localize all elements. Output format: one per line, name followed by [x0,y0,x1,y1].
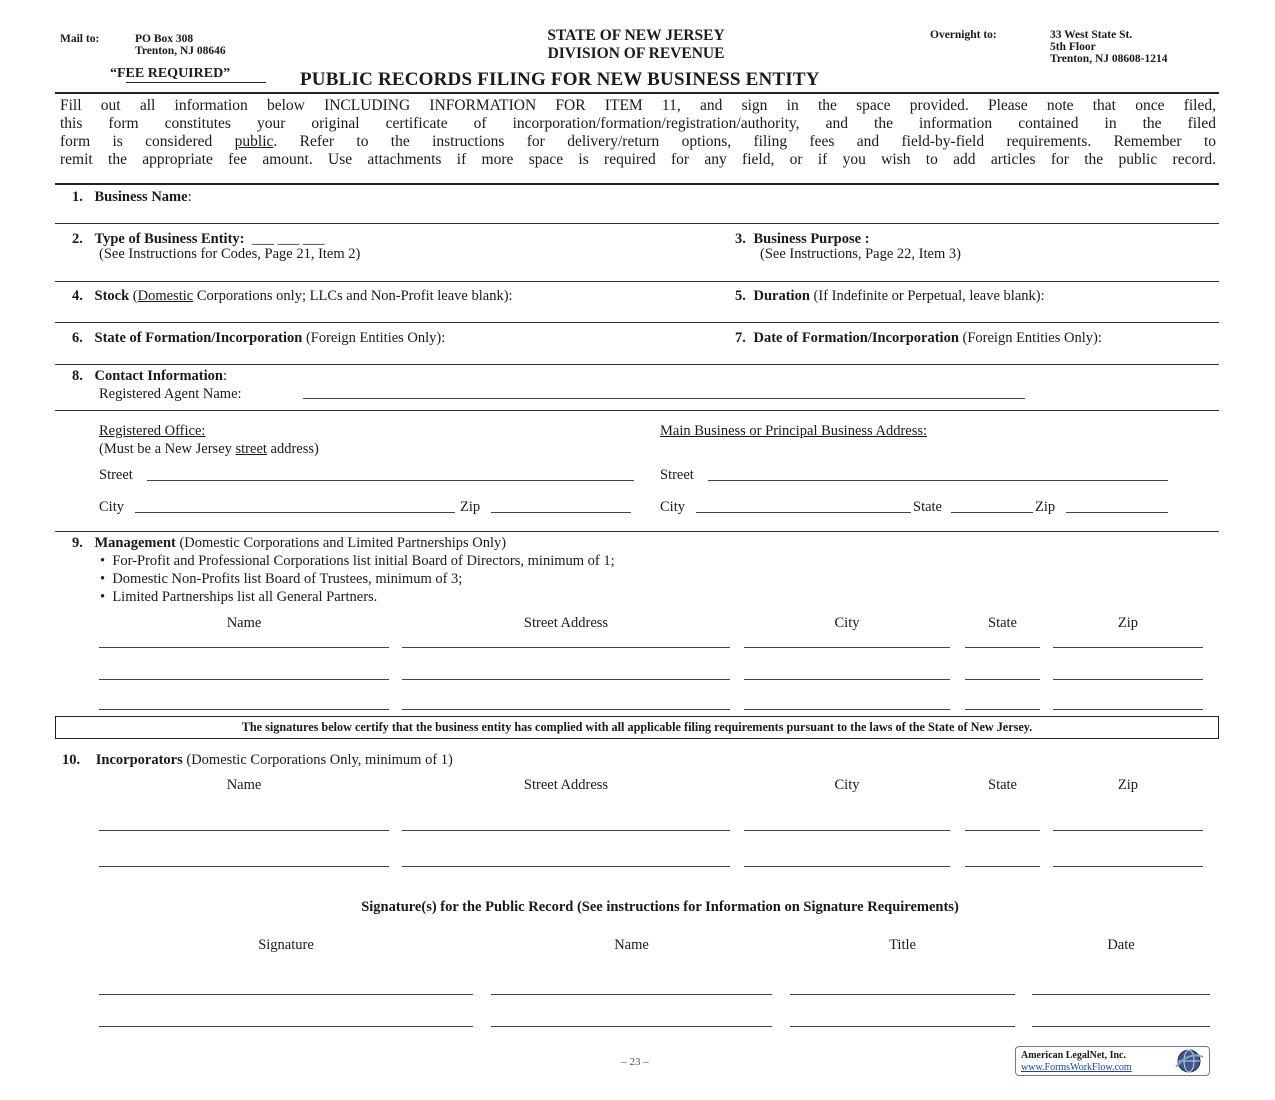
item-number: 7. [735,330,746,346]
reg-city-label: City [99,499,124,515]
column-header-name: Name [226,777,262,793]
overnight-address-line1: 33 West State St. [1050,29,1133,41]
date-input[interactable] [1032,994,1210,995]
colon: : [222,368,228,384]
item-10 [62,751,453,769]
section-rule [55,531,1219,532]
certify-box [55,716,1219,739]
name-input[interactable] [99,866,389,867]
item-number: 4. [72,288,83,304]
intro-text: form is considered [60,133,235,150]
street-address-input[interactable] [402,866,730,867]
note-text: (Must be a New Jersey [99,441,236,457]
main-zip-label: Zip [1035,499,1056,515]
entity-type-note: (See Instructions for Codes, Page 21, Item 2) [99,246,361,262]
intro-text: . Refer to the instructions for delivery/return options, filing fees and field-by-field requirements. Remember to [273,133,1216,150]
main-state-label: State [913,499,942,515]
column-header-name: Name [226,615,262,631]
reg-street-input[interactable] [147,480,634,481]
reg-street-label: Street [99,467,133,483]
bullet-item: • For-Profit and Professional Corporations list initial Board of Directors, minimum of 1; [100,553,615,569]
main-address-label: Main Business or Principal Business Address: [660,423,928,439]
certify-text: The signatures below certify that the business entity has complied with all applicable filing requirements pursuant to the laws of the State of New Jersey. [241,720,1033,734]
city-input[interactable] [744,866,950,867]
note-text: address) [266,441,319,457]
item-number: 3. [735,231,746,247]
zip-input[interactable] [1053,709,1203,710]
item-1 [72,188,192,206]
legalnet-badge[interactable] [1015,1046,1210,1076]
state-input[interactable] [965,709,1040,710]
stock-note-domestic: Domestic [137,288,194,304]
title-input[interactable] [790,994,1015,995]
item-number: 5. [735,288,746,304]
intro-line: Fill out all information below INCLUDING INFORMATION FOR ITEM 11, and sign in the space provided. Please note that once filed, [60,97,1216,114]
division-title: DIVISION OF REVENUE [547,45,725,62]
reg-zip-input[interactable] [491,512,631,513]
section-rule [55,281,1219,282]
bullet-item: • Limited Partnerships list all General Partners. [100,589,378,605]
sig-column-name: Name [614,937,649,953]
main-street-input[interactable] [708,480,1168,481]
column-header-state: State [988,615,1017,631]
section-rule [55,364,1219,365]
city-input[interactable] [744,830,950,831]
signature-input[interactable] [99,1026,473,1027]
section-rule [55,322,1219,323]
stock-note: ( [129,288,138,304]
title-rule [55,92,1219,94]
incorporators-note: (Domestic Corporations Only, minimum of 1) [182,752,453,768]
stock-label: Stock [94,288,130,304]
bullet-item: • Domestic Non-Profits list Board of Trustees, minimum of 3; [100,571,463,587]
globe-icon [1173,1048,1205,1074]
item-number: 9. [72,535,83,551]
item-number: 10. [62,752,81,768]
section-rule [55,410,1219,411]
column-header-street: Street Address [523,615,609,631]
colon: : [187,189,192,205]
intro-paragraph [60,97,1216,169]
zip-input[interactable] [1053,679,1203,680]
page-number: – 23 – [621,1056,649,1068]
column-header-state: State [988,777,1017,793]
item-number: 2. [72,231,83,247]
item-5 [735,287,1045,305]
main-street-label: Street [660,467,694,483]
column-header-zip: Zip [1117,777,1139,793]
entity-type-code-blanks[interactable]: ___ ___ ___ [252,231,325,247]
business-name-input[interactable] [230,186,1210,216]
intro-line: this form constitutes your original certificate of incorporation/formation/registration/authority, and the information contained in the filed [60,115,1216,132]
business-purpose-label: Business Purpose : [753,231,870,247]
main-state-input[interactable] [951,512,1033,513]
name-input[interactable] [99,830,389,831]
management-label: Management [94,535,176,551]
legalnet-brand: American LegalNet, Inc. [1021,1050,1126,1061]
item-number: 1. [72,189,83,205]
sig-column-date: Date [1107,937,1135,953]
bullet-text: Limited Partnerships list all General Partners. [112,589,378,605]
city-input[interactable] [744,679,950,680]
item-number: 8. [72,368,83,384]
intro-line: remit the appropriate fee amount. Use attachments if more space is required for any field, or if you wish to add articles for the public record. [60,151,1216,168]
zip-input[interactable] [1053,647,1203,648]
state-input[interactable] [965,647,1040,648]
city-input[interactable] [744,647,950,648]
main-city-input[interactable] [696,512,911,513]
state-input[interactable] [965,866,1040,867]
intro-line [60,133,1216,151]
street-address-input[interactable] [402,709,730,710]
legalnet-url[interactable]: www.FormsWorkFlow.com [1021,1062,1132,1073]
business-name-label: Business Name [94,189,188,205]
intro-public: public [234,133,274,150]
overnight-address-line3: Trenton, NJ 08608-1214 [1050,53,1168,65]
duration-note: (If Indefinite or Perpetual, leave blank): [809,288,1045,304]
column-header-city: City [834,615,860,631]
state-input[interactable] [965,679,1040,680]
state-title: STATE OF NEW JERSEY [547,27,725,44]
name-input[interactable] [99,709,389,710]
sig-column-title: Title [889,937,916,953]
fee-required-underline [126,82,266,83]
bullet-text: Domestic Non-Profits list Board of Trustees, minimum of 3; [112,571,463,587]
main-zip-input[interactable] [1066,512,1168,513]
date-of-formation-label: Date of Formation/Incorporation [753,330,959,346]
street-address-input[interactable] [402,679,730,680]
entity-type-label: Type of Business Entity: [94,231,245,247]
registered-agent-label: Registered Agent Name: [99,386,242,402]
signature-heading: Signature(s) for the Public Record (See instructions for Information on Signature Requirements) [361,899,959,915]
mail-to-address-line1: PO Box 308 [135,33,194,45]
column-header-city: City [834,777,860,793]
mail-to-label: Mail to: [60,33,100,45]
street-address-input[interactable] [402,830,730,831]
registered-agent-input[interactable] [303,398,1025,399]
item-number: 6. [72,330,83,346]
management-note: (Domestic Corporations and Limited Partnerships Only) [175,535,507,551]
zip-input[interactable] [1053,830,1203,831]
bullet-text: For-Profit and Professional Corporations list initial Board of Directors, minimum of 1; [112,553,615,569]
item-6 [72,329,445,347]
duration-label: Duration [753,288,810,304]
contact-info-label: Contact Information [94,368,223,384]
note-street: street [235,441,267,457]
signer-name-input[interactable] [491,1026,772,1027]
state-of-formation-label: State of Formation/Incorporation [94,330,303,346]
zip-input[interactable] [1053,866,1203,867]
incorporators-label: Incorporators [95,752,183,768]
name-input[interactable] [99,679,389,680]
sig-column-signature: Signature [258,937,314,953]
city-input[interactable] [744,709,950,710]
main-city-label: City [660,499,685,515]
business-purpose-note: (See Instructions, Page 22, Item 3) [760,246,961,262]
item-7 [735,329,1102,347]
reg-city-input[interactable] [135,512,455,513]
date-of-formation-note: (Foreign Entities Only): [958,330,1102,346]
column-header-street: Street Address [523,777,609,793]
stock-note: Corporations only; LLCs and Non-Profit leave blank): [193,288,513,304]
registered-office-note [99,440,319,458]
title-input[interactable] [790,1026,1015,1027]
state-of-formation-note: (Foreign Entities Only): [302,330,446,346]
state-input[interactable] [965,830,1040,831]
date-input[interactable] [1032,1026,1210,1027]
signature-input[interactable] [99,994,473,995]
section-rule [55,223,1219,224]
form-title: PUBLIC RECORDS FILING FOR NEW BUSINESS ENTITY [300,69,820,90]
mail-to-address-line2: Trenton, NJ 08646 [135,45,226,57]
street-address-input[interactable] [402,647,730,648]
column-header-zip: Zip [1117,615,1139,631]
name-input[interactable] [99,647,389,648]
fee-required: “FEE REQUIRED” [110,66,231,81]
overnight-address-line2: 5th Floor [1050,41,1096,53]
item-9 [72,534,506,552]
reg-zip-label: Zip [460,499,481,515]
signer-name-input[interactable] [491,994,772,995]
item-8 [72,367,227,385]
overnight-label: Overnight to: [930,29,997,41]
item-4 [72,287,513,305]
section-rule [55,183,1219,185]
registered-office-label: Registered Office: [99,423,206,439]
